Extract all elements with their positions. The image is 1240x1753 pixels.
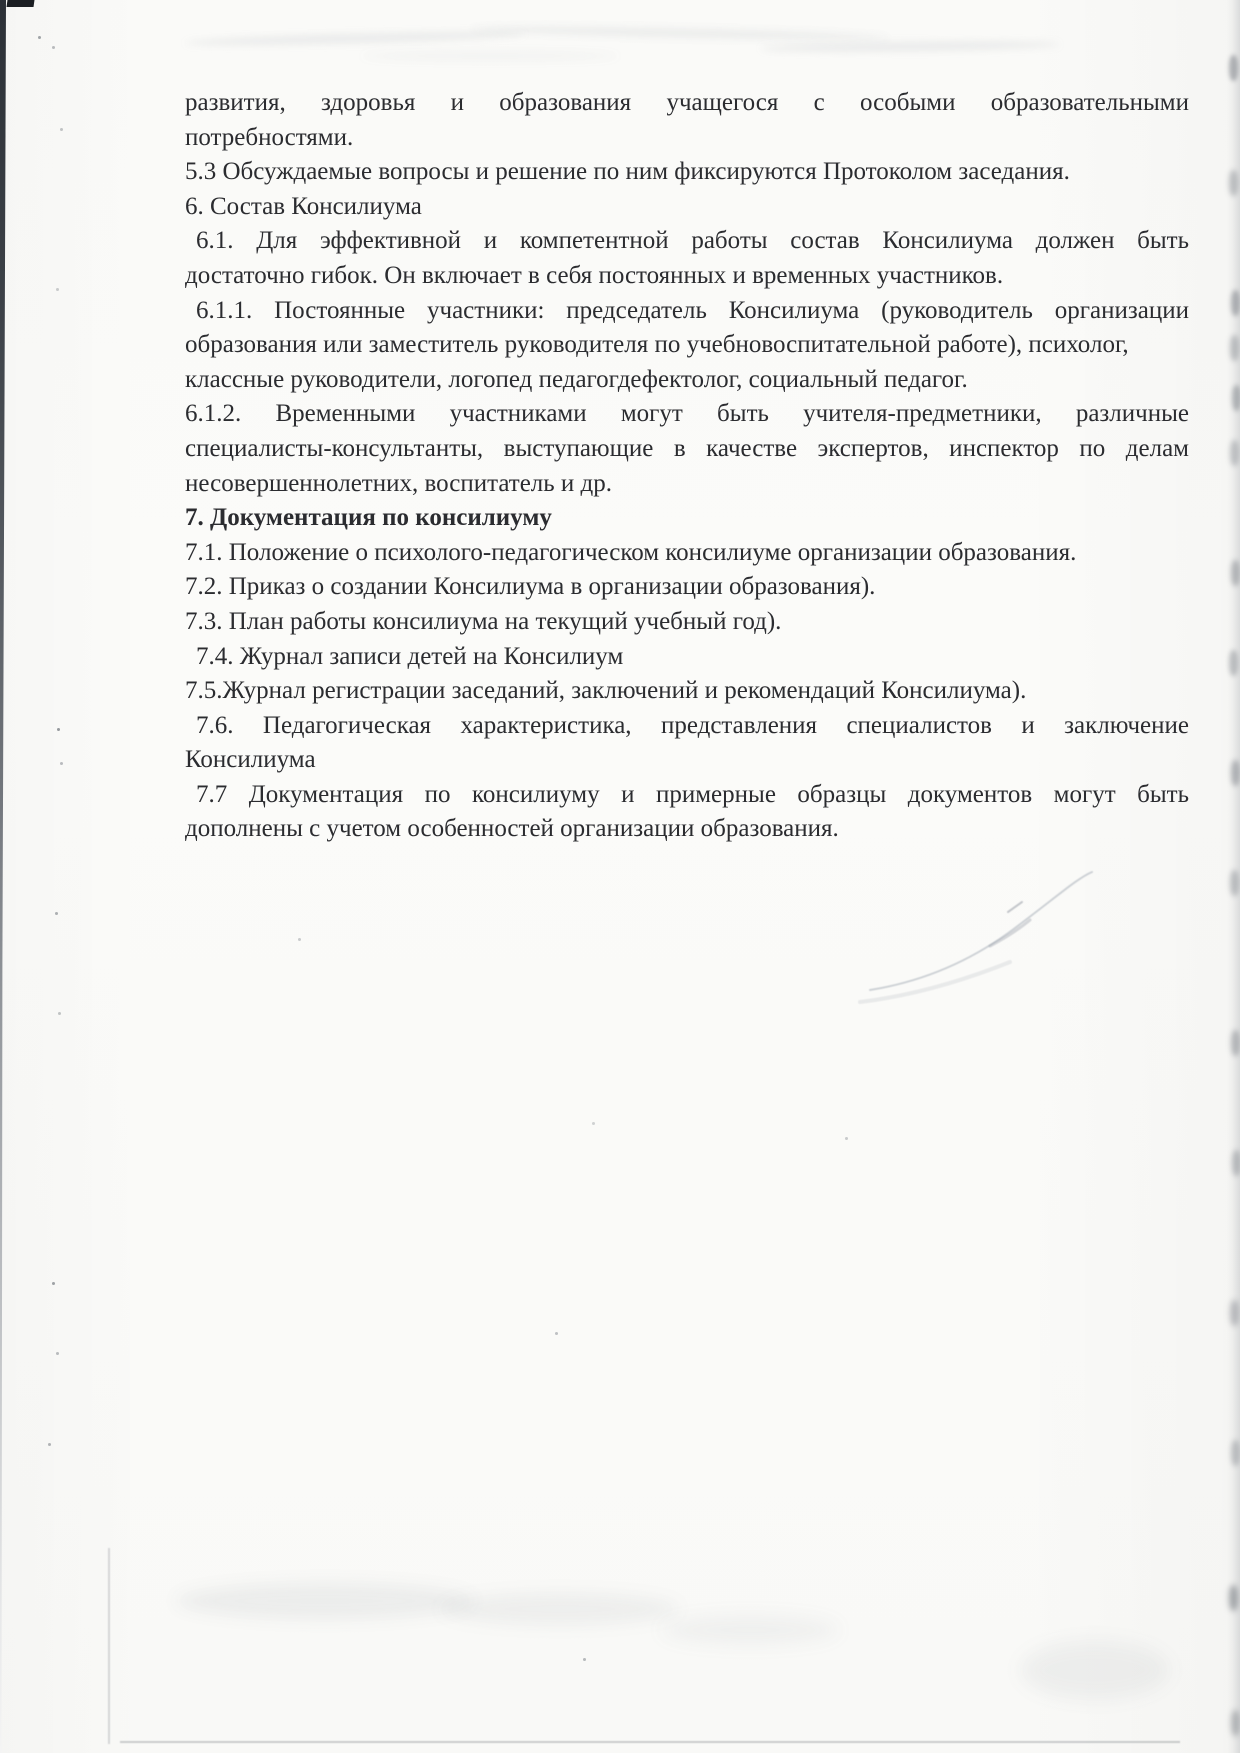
binding-marks-right — [1229, 55, 1238, 81]
text-line: классные руководители, логопед педагогдефектолог, социальный педагог. — [185, 365, 968, 393]
bleed-through-smudge-bottom — [440, 1592, 680, 1626]
text-line: 7.7 Документация по консилиуму и примерные образцы документов могут быть — [196, 780, 1189, 808]
text-line: 6.1.2. Временными участниками могут быть учителя-предметники, различные — [185, 400, 1189, 428]
bleed-through-smudge-bottom — [1020, 1640, 1170, 1700]
scan-right-edge-streak — [1227, 0, 1240, 1753]
scan-left-edge-shadow — [0, 0, 6, 1753]
bleed-through-smudge-bottom — [660, 1615, 840, 1645]
text-line: 7.3. План работы консилиума на текущий учебный год). — [185, 607, 782, 635]
text-line: 7.4. Журнал записи детей на Консилиум — [196, 642, 624, 670]
document-body-text — [185, 86, 1189, 847]
text-line: 6.1.1. Постоянные участники: председатель Консилиума (руководитель организации — [196, 296, 1189, 324]
text-line: 7.2. Приказ о создании Консилиума в организации образования). — [185, 573, 876, 601]
scan-bottom-hairline — [120, 1741, 1180, 1743]
bleed-through-smudge-top — [185, 30, 525, 48]
text-line: развития, здоровья и образования учащегося с особыми образовательными — [185, 89, 1189, 116]
text-line: Консилиума — [185, 746, 316, 774]
text-line: специалисты-консультанты, выступающие в качестве экспертов, инспектор по делам — [185, 434, 1189, 462]
text-line: 7.1. Положение о психолого-педагогическом консилиуме организации образования. — [185, 538, 1077, 566]
ink-specks — [38, 36, 41, 39]
text-line: образования или заместитель руководителя по учебновоспитательной работе), психолог, — [185, 331, 1129, 359]
text-line: несовершеннолетних, воспитатель и др. — [185, 469, 613, 497]
bleed-through-smudge-bottom — [175, 1582, 475, 1620]
text-line: потребностями. — [185, 123, 354, 151]
text-line: 6.1. Для эффективной и компетентной работы состав Консилиума должен быть — [196, 227, 1189, 255]
bleed-through-smudge-top — [760, 40, 1060, 53]
text-line: 5.3 Обсуждаемые вопросы и решение по ним фиксируются Протоколом заседания. — [185, 158, 1070, 186]
pencil-squiggle-mark — [840, 850, 1120, 1020]
text-line: 7. Документация по консилиуму — [185, 504, 552, 532]
bleed-through-smudge-top — [360, 52, 620, 60]
text-line: 7.5.Журнал регистрации заседаний, заключений и рекомендаций Консилиума). — [185, 677, 1027, 705]
bleed-through-smudge-top — [470, 24, 890, 43]
scan-corner-mark — [7, 0, 35, 7]
text-line: 7.6. Педагогическая характеристика, представления специалистов и заключение — [196, 711, 1189, 739]
text-line: дополнены с учетом особенностей организации образования. — [185, 815, 839, 843]
text-line: достаточно гибок. Он включает в себя постоянных и временных участников. — [185, 261, 1004, 289]
text-line: 6. Состав Консилиума — [185, 192, 422, 220]
scan-vertical-crease — [108, 1548, 110, 1744]
